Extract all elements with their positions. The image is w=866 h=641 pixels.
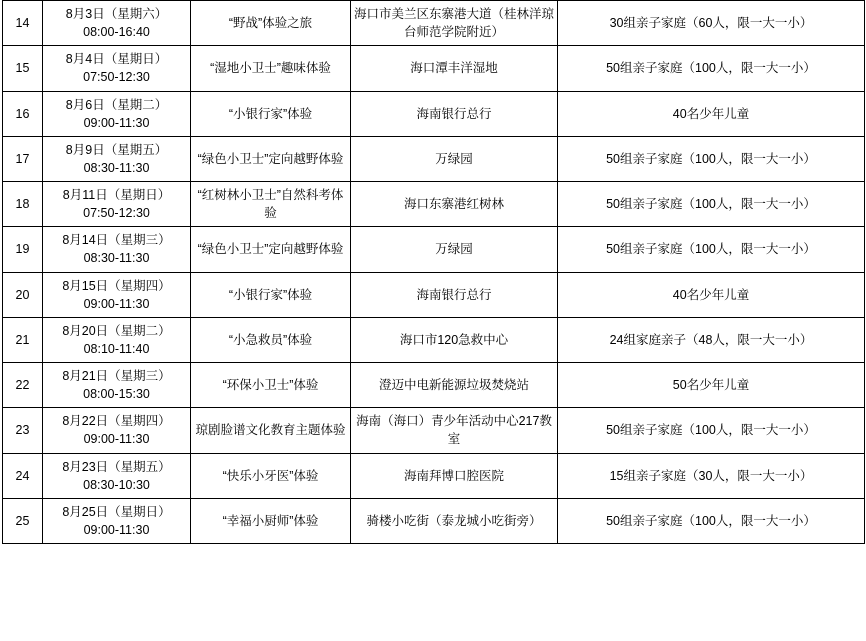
row-index-cell: 17 <box>3 136 43 181</box>
date-day-text: 8月11日（星期日） <box>62 188 171 202</box>
row-location-cell: 澄迈中电新能源垃圾焚烧站 <box>351 363 558 408</box>
date-day-text: 8月6日（星期二） <box>65 97 168 112</box>
row-location-cell: 海南银行总行 <box>351 91 558 136</box>
row-audience-cell: 50组亲子家庭（100人，限一大一小） <box>558 46 865 91</box>
table-row <box>3 408 865 453</box>
date-time-text: 08:30-11:30 <box>83 160 150 175</box>
row-activity-name-cell: “野战”体验之旅 <box>191 1 351 46</box>
row-audience-cell: 50组亲子家庭（100人，限一大一小） <box>558 136 865 181</box>
row-date-cell <box>43 91 191 136</box>
row-activity-name-cell: “小急救员”体验 <box>191 317 351 362</box>
row-date-cell <box>43 408 191 453</box>
row-location-cell: 海南银行总行 <box>351 272 558 317</box>
table-row <box>3 1 865 46</box>
table-row <box>3 272 865 317</box>
table-row <box>3 317 865 362</box>
date-time-text: 08:30-10:30 <box>83 477 150 492</box>
row-date-cell <box>43 498 191 543</box>
row-date-cell <box>43 1 191 46</box>
row-location-cell: 万绿园 <box>351 136 558 181</box>
row-audience-cell: 30组亲子家庭（60人，限一大一小） <box>558 1 865 46</box>
row-index-cell: 25 <box>3 498 43 543</box>
row-audience-cell: 40名少年儿童 <box>558 272 865 317</box>
row-index-cell: 19 <box>3 227 43 272</box>
row-location-cell: 海口市120急救中心 <box>351 317 558 362</box>
table-row <box>3 91 865 136</box>
table-row <box>3 498 865 543</box>
date-day-text: 8月25日（星期日） <box>62 504 171 519</box>
table-row <box>3 227 865 272</box>
row-activity-name-cell: “红树林小卫士”自然科考体验 <box>191 182 351 227</box>
row-audience-cell: 50名少年儿童 <box>558 363 865 408</box>
date-time-text: 09:00-11:30 <box>83 432 150 447</box>
row-activity-name-cell: “小银行家”体验 <box>191 91 351 136</box>
row-audience-cell: 50组亲子家庭（100人，限一大一小） <box>558 498 865 543</box>
row-location-cell: 骑楼小吃街（泰龙城小吃街旁） <box>351 498 558 543</box>
date-time-text: 07:50-12:30 <box>83 70 150 85</box>
row-index-cell: 21 <box>3 317 43 362</box>
date-day-text: 8月21日（星期三） <box>62 369 171 383</box>
row-index-cell: 15 <box>3 46 43 91</box>
row-activity-name-cell: “绿色小卫士”定向越野体验 <box>191 136 351 181</box>
row-date-cell <box>43 182 191 227</box>
table-row <box>3 46 865 91</box>
date-time-text: 09:00-11:30 <box>83 522 150 537</box>
row-location-cell: 海口市美兰区东寨港大道（桂林洋琼台师范学院附近） <box>351 1 558 46</box>
table-row <box>3 363 865 408</box>
date-day-text: 8月23日（星期五） <box>62 459 171 474</box>
table-body <box>3 1 865 544</box>
row-audience-cell: 24组家庭亲子（48人，限一大一小） <box>558 317 865 362</box>
row-location-cell: 海口潭丰洋湿地 <box>351 46 558 91</box>
row-index-cell: 18 <box>3 182 43 227</box>
row-date-cell <box>43 136 191 181</box>
date-time-text: 08:30-11:30 <box>83 251 150 266</box>
date-time-text: 08:00-15:30 <box>83 387 150 402</box>
row-index-cell: 14 <box>3 1 43 46</box>
row-index-cell: 16 <box>3 91 43 136</box>
row-audience-cell: 15组亲子家庭（30人，限一大一小） <box>558 453 865 498</box>
row-audience-cell: 50组亲子家庭（100人，限一大一小） <box>558 408 865 453</box>
row-activity-name-cell: “湿地小卫士”趣味体验 <box>191 46 351 91</box>
row-activity-name-cell: “环保小卫士”体验 <box>191 363 351 408</box>
date-day-text: 8月20日（星期二） <box>62 323 171 338</box>
date-day-text: 8月14日（星期三） <box>62 233 171 248</box>
table-row <box>3 182 865 227</box>
row-location-cell: 海南（海口）青少年活动中心217教室 <box>351 408 558 453</box>
row-location-cell: 海口东寨港红树林 <box>351 182 558 227</box>
row-date-cell <box>43 363 191 408</box>
row-date-cell <box>43 317 191 362</box>
row-audience-cell: 50组亲子家庭（100人，限一大一小） <box>558 227 865 272</box>
row-activity-name-cell: 琼剧脸谱文化教育主题体验 <box>191 408 351 453</box>
row-location-cell: 万绿园 <box>351 227 558 272</box>
row-activity-name-cell: “幸福小厨师”体验 <box>191 498 351 543</box>
date-time-text: 09:00-11:30 <box>83 296 150 311</box>
date-day-text: 8月22日（星期四） <box>62 414 171 429</box>
date-time-text: 08:10-11:40 <box>83 341 150 356</box>
row-index-cell: 20 <box>3 272 43 317</box>
row-date-cell <box>43 453 191 498</box>
row-index-cell: 22 <box>3 363 43 408</box>
row-location-cell: 海南拜博口腔医院 <box>351 453 558 498</box>
row-activity-name-cell: “绿色小卫士”定向越野体验 <box>191 227 351 272</box>
row-date-cell <box>43 272 191 317</box>
date-time-text: 07:50-12:30 <box>83 206 150 221</box>
table-row <box>3 136 865 181</box>
row-date-cell <box>43 46 191 91</box>
activity-schedule-table <box>2 0 865 544</box>
date-day-text: 8月3日（星期六） <box>65 7 168 21</box>
row-activity-name-cell: “小银行家”体验 <box>191 272 351 317</box>
date-day-text: 8月9日（星期五） <box>65 142 168 157</box>
table-row <box>3 453 865 498</box>
row-activity-name-cell: “快乐小牙医”体验 <box>191 453 351 498</box>
date-day-text: 8月15日（星期四） <box>62 278 171 293</box>
row-audience-cell: 50组亲子家庭（100人，限一大一小） <box>558 182 865 227</box>
date-time-text: 08:00-16:40 <box>83 25 150 40</box>
row-index-cell: 23 <box>3 408 43 453</box>
date-time-text: 09:00-11:30 <box>83 115 150 130</box>
row-date-cell <box>43 227 191 272</box>
row-index-cell: 24 <box>3 453 43 498</box>
date-day-text: 8月4日（星期日） <box>65 52 168 67</box>
row-audience-cell: 40名少年儿童 <box>558 91 865 136</box>
